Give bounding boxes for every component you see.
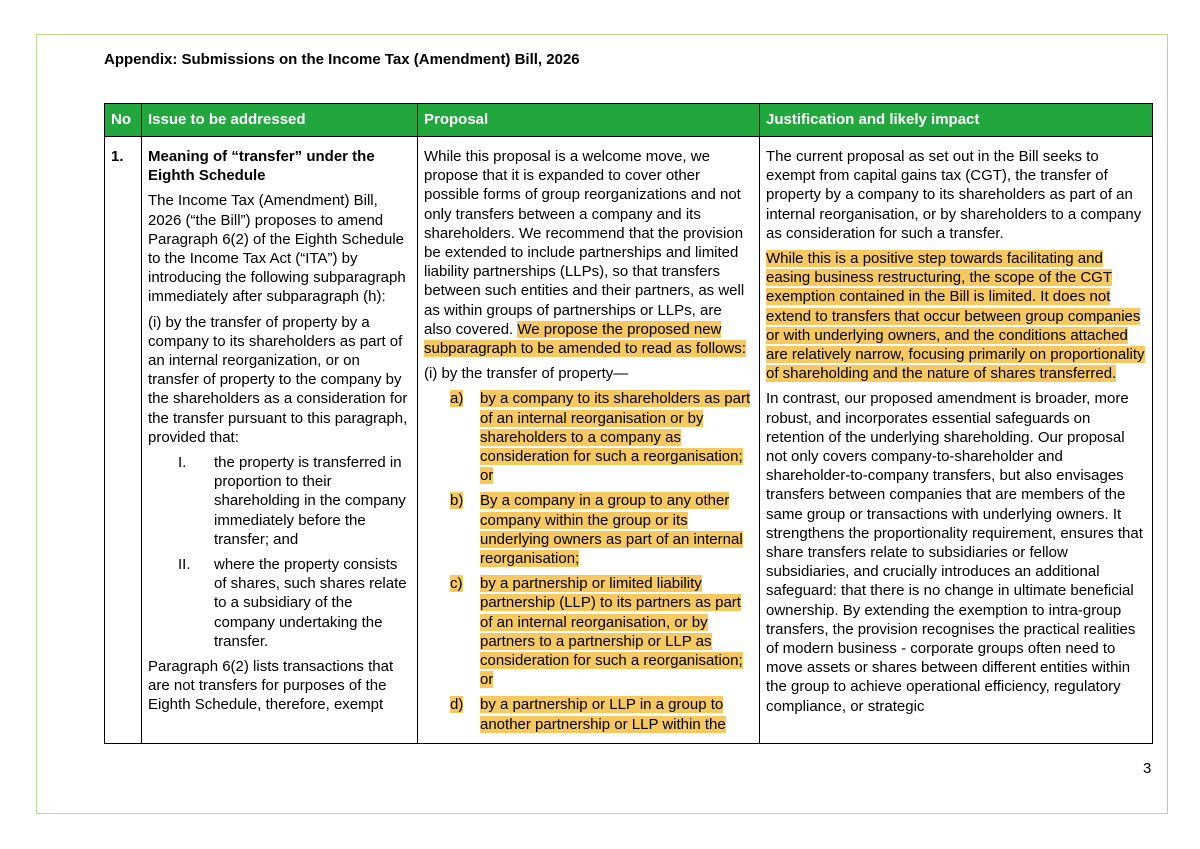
proposal-cell [418,137,760,744]
justification-paragraph-2: While this is a positive step towards facilitating and easing business restructuring, the scope of the CGT exemption contained in the Bill is limited. It does not extend to transfers that occur between group companies or with underlying owners, and the conditions attached are relatively narrow, focusing primarily on proportionality of shareholding and the nature of shares transferred. [766,250,1145,383]
issue-item-text: where the property consists of shares, such shares relate to a subsidiary of the company undertaking the transfer. [214,556,407,650]
proposal-item-text: By a company in a group to any other company within the group or its underlying owners as part of an internal reorganisation; [480,492,743,568]
header-issue: Issue to be addressed [142,104,418,137]
justification-paragraph-1: The current proposal as set out in the Bill seeks to exempt from capital gains tax (CGT), the transfer of property by a company to its shareholders as part of an internal reorganisation, or by shareholders to a company as consideration for such a transfer. [766,148,1142,242]
proposal-list-item [424,389,753,485]
issue-heading: Meaning of “transfer” under the Eighth Schedule [148,148,375,185]
proposal-item-label: d) [450,696,464,714]
proposal-list-item [424,574,753,689]
issue-cell [142,137,418,744]
issue-paragraph-1: The Income Tax (Amendment) Bill, 2026 (“the Bill”) proposes to amend Paragraph 6(2) of the Eighth Schedule to the Income Tax Act (“ITA”) by introducing the following subparagraph immediately after subparagraph (h): [148,192,406,306]
issue-list-item [148,555,411,651]
header-proposal: Proposal [418,104,760,137]
header-no: No [105,104,142,137]
proposal-item-label: c) [450,575,463,593]
issue-item-text: the property is transferred in proportion to their shareholding in the company immediately before the transfer; and [214,454,406,548]
issue-item-number: II. [178,556,191,574]
proposal-intro-text: While this proposal is a welcome move, we propose that it is expanded to cover other possible forms of group reorganizations and not only transfers between a company and its shareholders. We recommend that the provision be extended to include partnerships and limited liability partnerships (LLPs), so that transfers between such entities and their partners, as well as within groups of partnerships or LLPs, are also covered. [424,148,745,338]
justification-cell [760,137,1153,744]
proposal-item-label: a) [450,390,464,408]
proposal-item-label: b) [450,492,464,510]
proposal-item-text: by a partnership or limited liability partnership (LLP) to its partners as part of an internal reorganisation, or by partners to a partnership or LLP as consideration for such a reorganisation; or [480,575,743,689]
proposal-item-text: by a partnership or LLP in a group to another partnership or LLP within the [480,696,726,733]
proposal-list-item [424,491,753,568]
row-number-text: 1. [111,148,124,165]
proposal-intro [424,147,753,358]
table-header-row [105,104,1153,137]
issue-list-item [148,453,411,549]
issue-paragraph-2: (i) by the transfer of property by a company to its shareholders as part of an internal reorganization, or on transfer of property to the company by the shareholders as a consideration for the transfer pursuant to this paragraph, provided that: [148,313,408,446]
row-number [105,137,142,744]
header-justification: Justification and likely impact [760,104,1153,137]
issue-item-number: I. [178,454,187,472]
proposal-lead: (i) by the transfer of property— [424,365,629,383]
proposal-list-item [424,695,753,733]
submissions-table [104,103,1153,744]
proposal-item-text: by a company to its shareholders as part of an internal reorganisation or by shareholders to a company as consideration for such a reorganisation; or [480,390,751,485]
page-title: Appendix: Submissions on the Income Tax (Amendment) Bill, 2026 [104,51,580,68]
proposal-intro-highlight: We propose the proposed new subparagraph to be amended to read as follows: [424,320,746,358]
table-row [105,137,1153,744]
page-number: 3 [1143,760,1152,777]
issue-paragraph-3: Paragraph 6(2) lists transactions that are not transfers for purposes of the Eighth Schedule, therefore, exempt [148,658,394,714]
justification-paragraph-3: In contrast, our proposed amendment is broader, more robust, and incorporates essential safeguards on retention of the underlying shareholding. Our proposal not only covers company-to-shareholder and shareholder-to-company transfers, but also envisages transfers between companies that are members of the same group or transactions with underlying owners. It strengthens the proportionality requirement, ensures that share transfers relate to subsidiaries or fellow subsidiaries, and crucially introduces an additional safeguard: that there is no change in ultimate beneficial ownership. By extending the exemption to intra-group transfers, the provision recognises the practical realities of modern business - corporate groups often need to move assets or shares between different entities within the group to achieve operational efficiency, regulatory compliance, or strategic [766,390,1143,715]
